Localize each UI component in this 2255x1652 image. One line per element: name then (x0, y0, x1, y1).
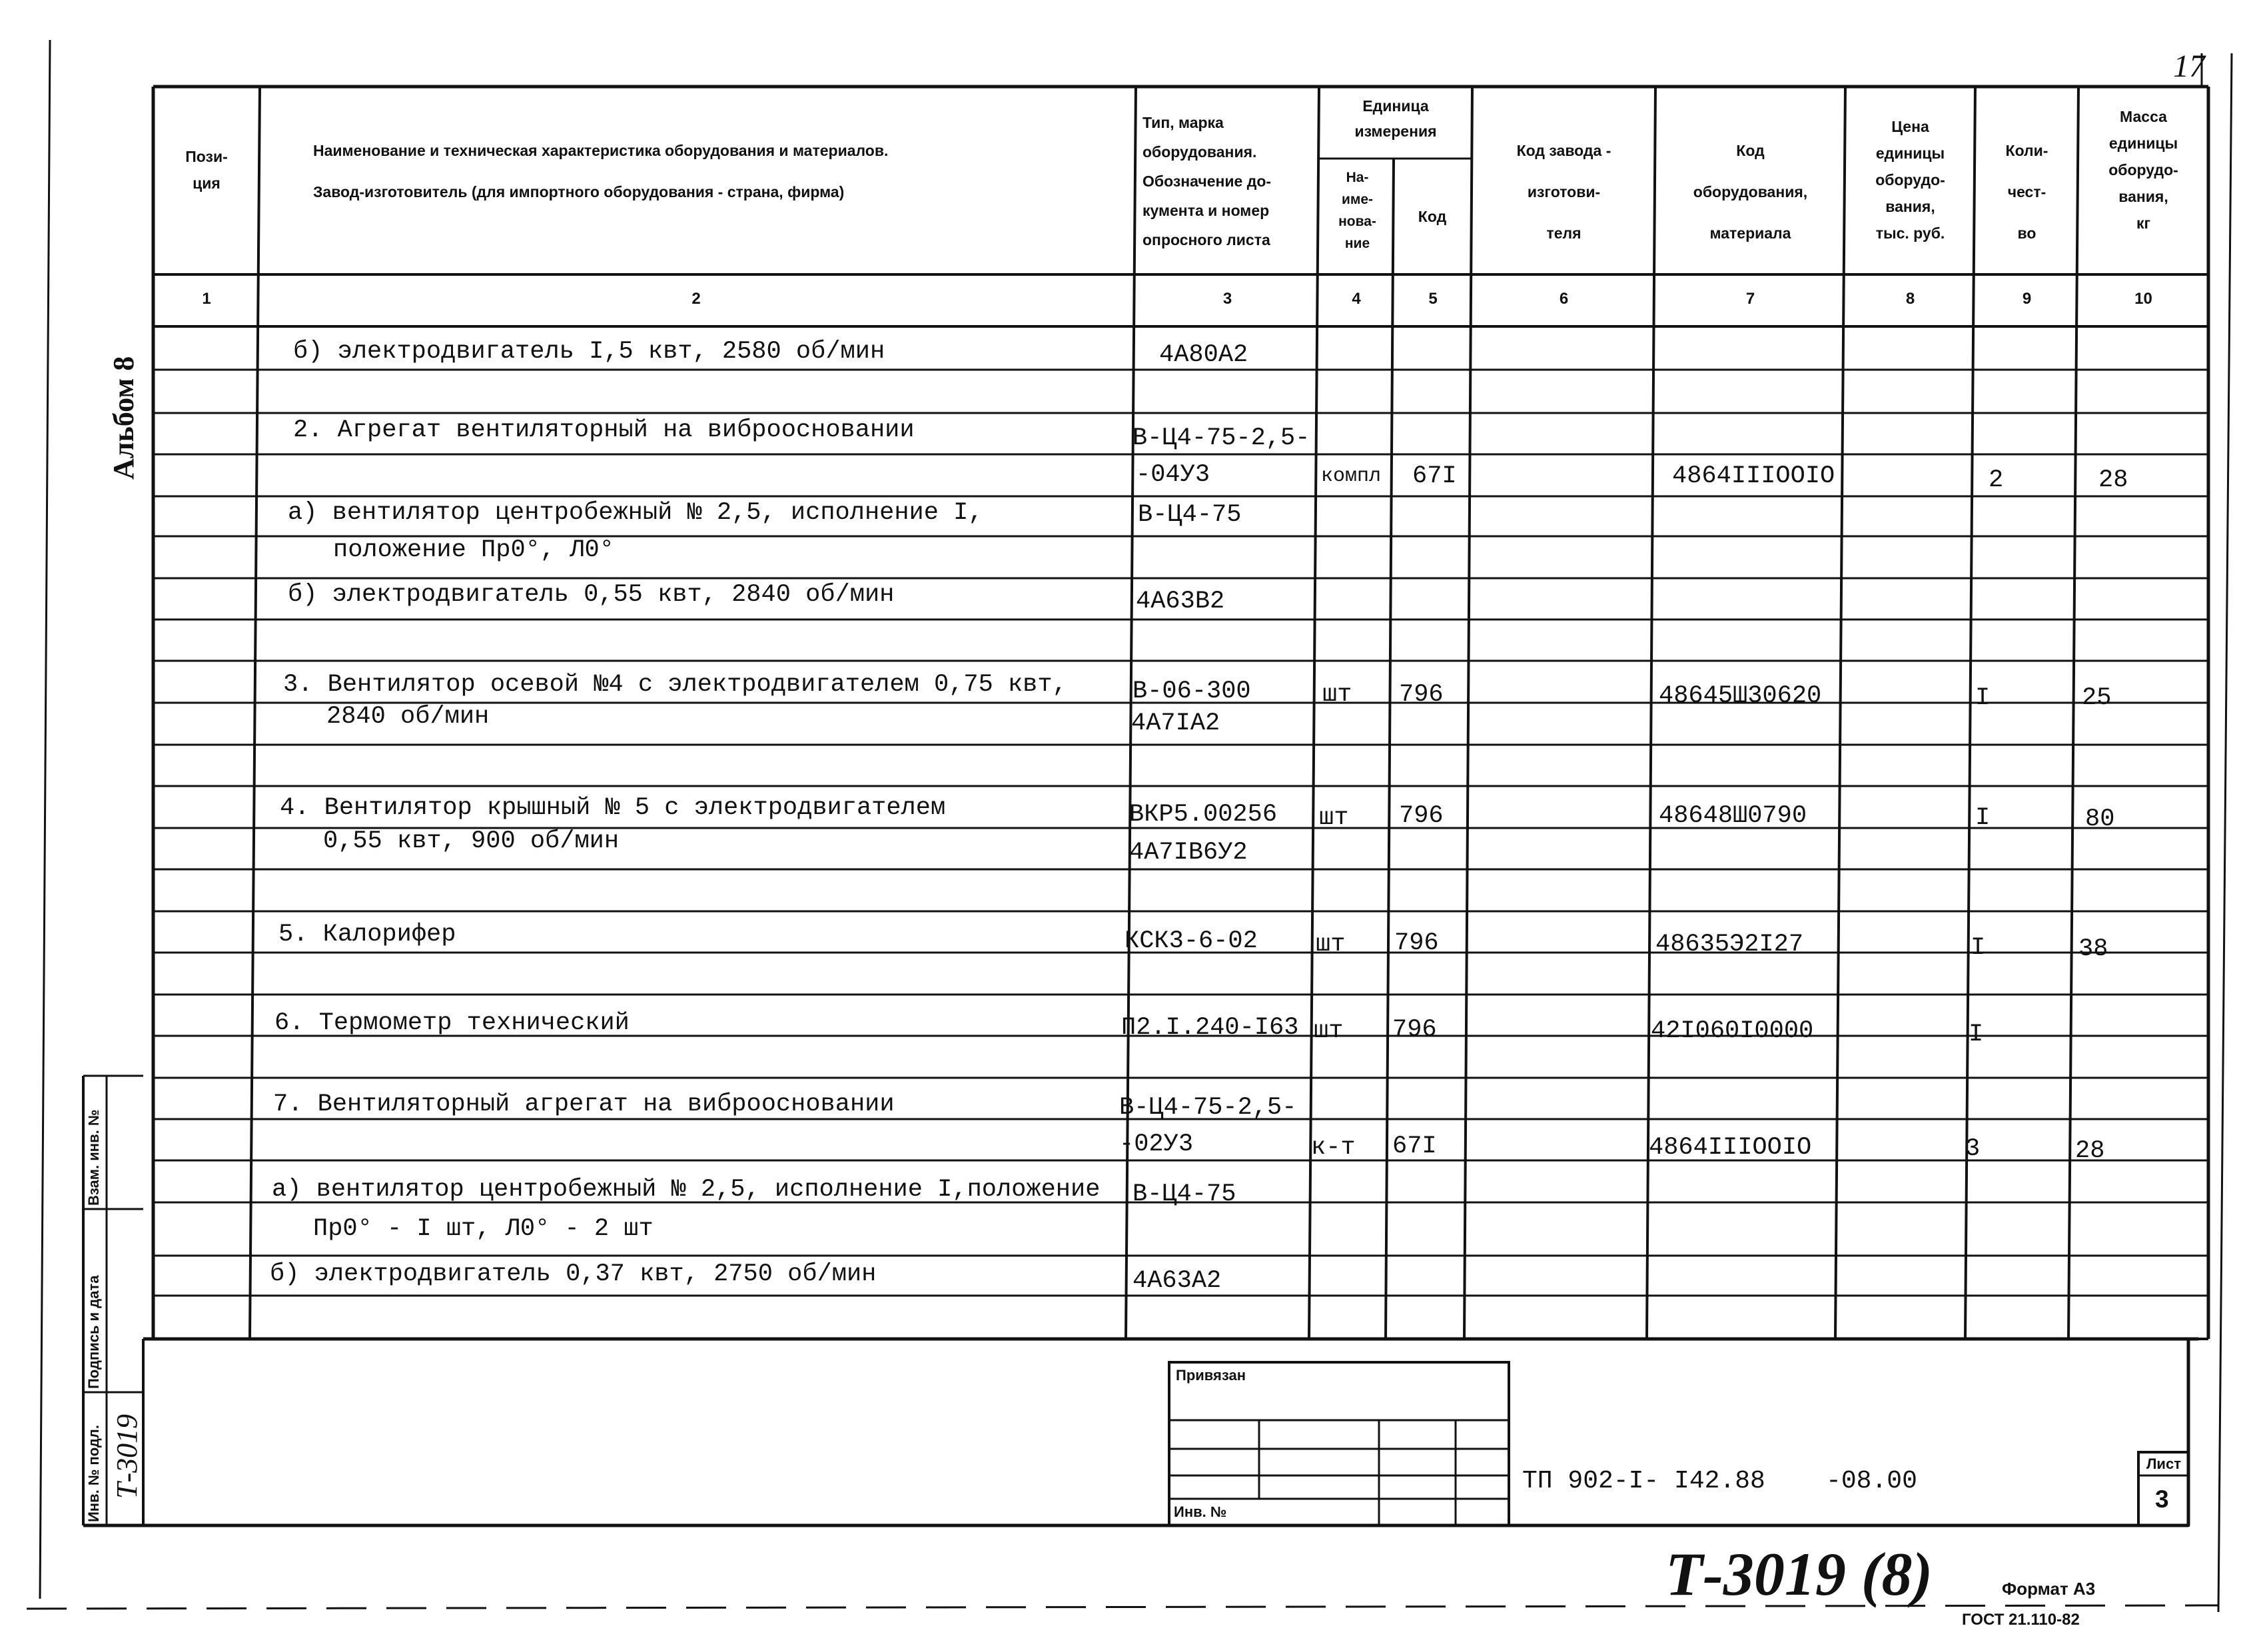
row-name: Пр0° - I шт, Л0° - 2 шт (313, 1215, 654, 1243)
header-unit-name: На- име- нова- ние (1338, 170, 1376, 251)
row-code: 4864IIIOOIO (1672, 462, 1835, 490)
row-code: 48648Ш0790 (1659, 802, 1807, 830)
bottom-code: Т-3019 (8) (1665, 1540, 1933, 1608)
stamp-sheet-number: 3 (2155, 1485, 2169, 1513)
row-unit: шт (1316, 931, 1346, 959)
header-equip-code: Код оборудования, материала (1693, 142, 1808, 242)
row-name: б) электродвигатель 0,55 квт, 2840 об/мин (288, 581, 895, 609)
colnum-10: 10 (2134, 290, 2152, 308)
header-qty: Коли- чест- во (2005, 142, 2048, 242)
header-type: Тип, марка оборудования. Обозначение до- кумента и номер опросного листа (1142, 114, 1272, 248)
row-type: 4А7IВ6У2 (1129, 839, 1248, 867)
row-type: ВКР5.00256 (1129, 801, 1278, 829)
row-code: 4864IIIOOIO (1649, 1134, 1812, 1162)
format-label: Формат А3 (2002, 1579, 2096, 1599)
row-name: 0,55 квт, 900 об/мин (323, 827, 620, 855)
side-inv-podl: Инв. № подл. (85, 1425, 102, 1522)
row-unit: шт (1319, 804, 1349, 832)
row-type: В-Ц4-75 (1138, 501, 1242, 529)
row-code: 42I060I0000 (1651, 1017, 1814, 1045)
row-name: 2840 об/мин (326, 703, 490, 731)
row-unit-code: 67I (1392, 1132, 1437, 1160)
row-qty: I (1969, 1021, 1984, 1048)
row-name: а) вентилятор центробежный № 2,5, исполнение I, (288, 499, 983, 527)
stamp-privyazan: Привязан (1176, 1367, 1246, 1384)
header-plant-code: Код завода - изготови- теля (1516, 142, 1611, 242)
row-name: 3. Вентилятор осевой №4 с электродвигателем 0,75 квт, (283, 671, 1067, 699)
row-type: В-Ц4-75-2,5- (1132, 424, 1310, 452)
row-mass: 28 (2098, 466, 2128, 494)
row-name: 4. Вентилятор крышный № 5 с электродвигателем (280, 794, 946, 822)
row-mass: 38 (2078, 935, 2108, 963)
row-name: 7. Вентиляторный агрегат на виброосновании (273, 1090, 895, 1118)
row-unit: шт (1314, 1017, 1344, 1045)
header-position: Пози- ция (185, 148, 228, 192)
header-unit-code: Код (1418, 208, 1447, 225)
album-label: Альбом 8 (107, 356, 140, 480)
stamp-sheet-label: Лист (2146, 1455, 2181, 1472)
row-qty: 3 (1965, 1135, 1981, 1163)
row-qty: I (1975, 804, 1991, 832)
row-mass: 80 (2085, 805, 2115, 833)
stamp-doc-code: ТП 902-I- I42.88 -08.00 (1522, 1467, 1917, 1495)
row-qty: 2 (1989, 466, 2004, 494)
colnum-9: 9 (2022, 290, 2032, 308)
colnum-8: 8 (1905, 290, 1915, 308)
colnum-3: 3 (1222, 290, 1232, 308)
row-mass: 25 (2082, 684, 2112, 712)
row-type: -04У3 (1136, 461, 1210, 489)
row-unit: компл (1321, 465, 1382, 488)
colnum-1: 1 (202, 290, 211, 308)
row-type: 4А63А2 (1132, 1267, 1222, 1295)
header-unit: Единица измерения (1354, 97, 1437, 140)
row-type: В-06-300 (1132, 677, 1251, 705)
row-code: 48635Э2I27 (1655, 931, 1804, 959)
colnum-2: 2 (691, 290, 701, 308)
row-name: 2. Агрегат вентиляторный на виброосновании (293, 416, 915, 444)
row-mass: 28 (2075, 1137, 2105, 1165)
row-unit-code: 67I (1412, 462, 1457, 490)
row-unit: к-т (1311, 1134, 1356, 1162)
row-type: В-Ц4-75-2,5- (1119, 1094, 1297, 1122)
row-type: 4А80А2 (1159, 341, 1248, 369)
row-name: а) вентилятор центробежный № 2,5, исполнение I,положение (272, 1176, 1101, 1204)
side-inv-podl-value: Т-3019 (111, 1414, 143, 1499)
row-name: 5. Калорифер (278, 921, 456, 949)
row-type: П2.I.240-I63 (1121, 1014, 1299, 1042)
colnum-7: 7 (1745, 290, 1755, 308)
row-code: 48645Ш30620 (1659, 682, 1822, 710)
row-name: положение Пр0°, Л0° (333, 536, 614, 564)
header-name: Наименование и техническая характеристика оборудования и материалов. Завод-изготовитель (для импортного оборудования - страна, фирма) (313, 142, 889, 201)
row-qty: I (1971, 934, 1986, 962)
colnum-5: 5 (1428, 290, 1438, 308)
row-type: В-Ц4-75 (1132, 1180, 1236, 1208)
row-type: 4А7IА2 (1131, 709, 1220, 737)
page-number: 17 (2173, 49, 2205, 84)
row-unit: шт (1322, 681, 1352, 709)
header-price: Цена единицы оборудо- вания, тыс. руб. (1875, 118, 1945, 242)
row-unit-code: 796 (1399, 802, 1444, 830)
row-unit-code: 796 (1399, 681, 1444, 709)
row-name: б) электродвигатель I,5 квт, 2580 об/мин (293, 338, 885, 366)
row-type: -02У3 (1119, 1130, 1194, 1158)
gost-label: ГОСТ 21.110-82 (1962, 1611, 2080, 1629)
row-unit-code: 796 (1392, 1016, 1437, 1044)
row-name: б) электродвигатель 0,37 квт, 2750 об/мин (270, 1260, 877, 1288)
side-vzam: Взам. инв. № (85, 1109, 102, 1206)
colnum-6: 6 (1559, 290, 1569, 308)
row-type: 4А63В2 (1136, 588, 1225, 616)
row-unit-code: 796 (1394, 929, 1439, 957)
row-name: 6. Термометр технический (274, 1009, 630, 1037)
side-podpis: Подпись и дата (85, 1275, 102, 1389)
stamp-inv-no: Инв. № (1174, 1503, 1227, 1520)
header-mass: Масса единицы оборудо- вания, кг (2108, 108, 2178, 232)
row-type: КСК3-6-02 (1125, 927, 1258, 955)
row-qty: I (1975, 684, 1991, 712)
colnum-4: 4 (1352, 290, 1361, 308)
